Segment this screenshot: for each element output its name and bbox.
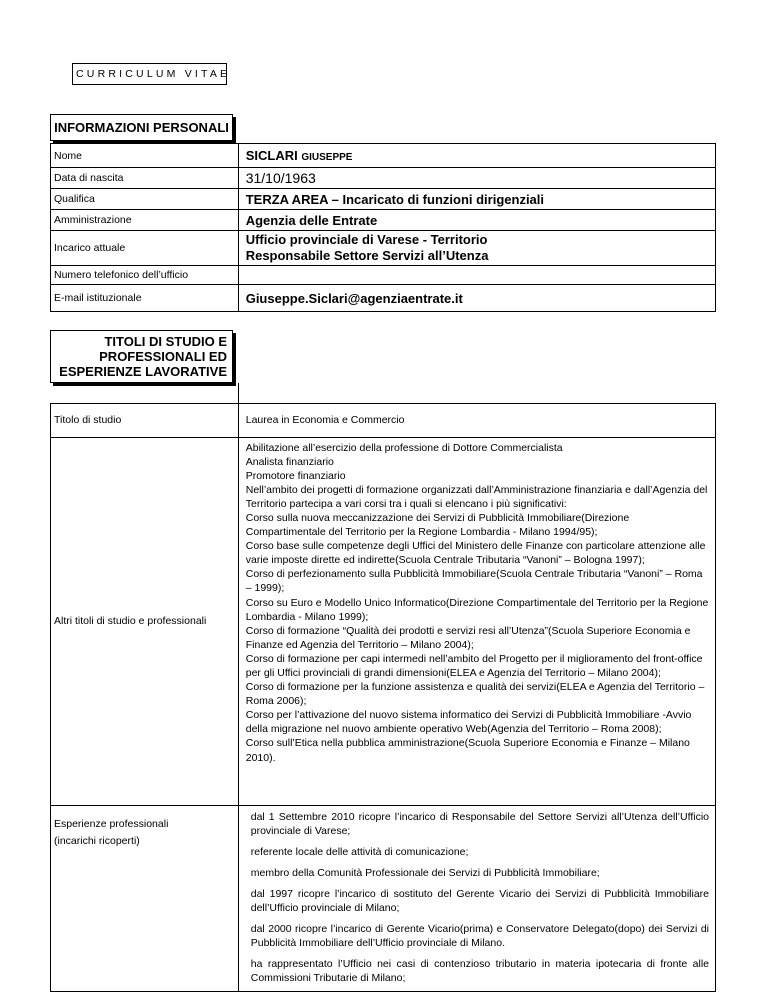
esperienza-item: dal 1997 ricopre l’incarico di sostituto del Gerente Vicario dei Servizi di Pubblicità Immobiliare dell’Ufficio provinciale di Milano; bbox=[250, 887, 709, 914]
altri-line: Corso base sulle competenze degli Uffici del Ministero delle Finanze con particolare attenzione alle varie imposte dirette ed indirette(Scuola Centrale Tributaria “Vanoni” – Bologna 1997); bbox=[245, 540, 706, 567]
studies-table bbox=[50, 383, 716, 992]
spacer-left bbox=[51, 383, 239, 403]
altri-line: Corso sull’Etica nella pubblica amministrazione(Scuola Superiore Economia e Finanze – Milano 2010). bbox=[245, 737, 690, 764]
value-qualifica: TERZA AREA – Incaricato di funzioni dirigenziali bbox=[238, 189, 715, 210]
row-altri-titoli bbox=[51, 437, 716, 805]
esperienza-item: membro della Comunità Professionale dei Servizi di Pubblicità Immobiliare; bbox=[250, 866, 600, 879]
row-qualifica bbox=[51, 189, 716, 210]
value-altri-titoli bbox=[238, 437, 715, 805]
altri-line: Corso di formazione per capi intermedi nell’ambito del Progetto per il miglioramento del front-office per gli Uffici provinciali di grandi dimensioni(ELEA e Agenzia del Territorio – Milano 2004); bbox=[245, 652, 703, 679]
altri-line: Analista finanziario bbox=[245, 455, 334, 468]
esperienze-label-line-1: Esperienze professionali bbox=[54, 817, 169, 830]
label-altri-titoli: Altri titoli di studio e professionali bbox=[51, 437, 239, 805]
studies-heading-line-1: TITOLI DI STUDIO E bbox=[104, 334, 227, 349]
given-name: GIUSEPPE bbox=[301, 152, 353, 163]
row-nome bbox=[51, 144, 716, 168]
row-telefono bbox=[51, 266, 716, 285]
altri-line: Promotore finanziario bbox=[245, 469, 346, 482]
studies-heading-line-2: PROFESSIONALI ED bbox=[99, 349, 227, 364]
altri-line: Corso di formazione per la funzione assistenza e qualità dei servizi(ELEA e Agenzia del Territorio – Roma 2006); bbox=[245, 681, 705, 708]
altri-line: Corso di formazione “Qualità dei prodotti e servizi resi all’Utenza”(Scuola Superiore Economia e Finanze ed Agenzia del Territorio – Milano 2004); bbox=[245, 624, 691, 651]
row-titolo bbox=[51, 403, 716, 437]
value-nascita: 31/10/1963 bbox=[238, 168, 715, 189]
studies-heading-line-3: ESPERIENZE LAVORATIVE bbox=[59, 364, 227, 379]
value-email: Giuseppe.Siclari@agenziaentrate.it bbox=[238, 285, 715, 312]
esperienza-item: ha rappresentato l’Ufficio nei casi di contenzioso tributario in materia ipotecaria di fronte alle Commissioni Tributarie di Milano; bbox=[250, 957, 709, 984]
label-titolo: Titolo di studio bbox=[51, 403, 239, 437]
surname: SICLARI bbox=[245, 148, 298, 163]
row-nascita bbox=[51, 168, 716, 189]
altri-line: Corso di perfezionamento sulla Pubblicità Immobiliare(Scuola Centrale Tributaria “Vanoni” – Roma – 1999); bbox=[245, 568, 703, 595]
label-incarico: Incarico attuale bbox=[51, 231, 239, 266]
value-nome bbox=[238, 144, 715, 168]
row-amministrazione bbox=[51, 210, 716, 231]
row-esperienze bbox=[51, 805, 716, 991]
row-email bbox=[51, 285, 716, 312]
label-amministrazione: Amministrazione bbox=[51, 210, 239, 231]
value-titolo: Laurea in Economia e Commercio bbox=[238, 403, 715, 437]
esperienza-item: referente locale delle attività di comunicazione; bbox=[250, 845, 469, 858]
cv-title: CURRICULUM VITAE bbox=[72, 63, 227, 85]
spacer-row bbox=[51, 383, 716, 403]
incarico-line-1: Ufficio provinciale di Varese - Territorio bbox=[245, 232, 488, 247]
label-esperienze bbox=[51, 805, 239, 991]
altri-line: Corso sulla nuova meccanizzazione dei Servizi di Pubblicità Immobiliare(Direzione Compartimentale del Territorio per la Regione Lombardia - Milano 1994/95); bbox=[245, 511, 630, 539]
altri-line: Corso su Euro e Modello Unico Informatico(Direzione Compartimentale del Territorio per la Regione Lombardia - Milano 1999); bbox=[245, 596, 709, 623]
esperienza-item: dal 1 Settembre 2010 ricopre l’incarico di Responsabile del Settore Servizi all’Utenza dell’Ufficio provinciale di Varese; bbox=[250, 810, 709, 837]
value-incarico bbox=[238, 231, 715, 266]
label-telefono: Numero telefonico dell’ufficio bbox=[51, 266, 239, 285]
value-esperienze bbox=[238, 805, 715, 991]
personal-info-table bbox=[50, 143, 716, 312]
section-heading-personal: INFORMAZIONI PERSONALI bbox=[50, 114, 233, 141]
altri-line: Abilitazione all’esercizio della professione di Dottore Commercialista bbox=[245, 441, 563, 454]
section-heading-studies bbox=[50, 330, 233, 383]
altri-line: Nell’ambito dei progetti di formazione organizzati dall’Amministrazione finanziaria e dall’Agenzia del Territorio partecipa a vari corsi tra i quali si elencano i più significativi: bbox=[245, 483, 708, 510]
value-telefono bbox=[238, 266, 715, 285]
label-qualifica: Qualifica bbox=[51, 189, 239, 210]
label-email: E-mail istituzionale bbox=[51, 285, 239, 312]
esperienze-label-line-2: (incarichi ricoperti) bbox=[54, 834, 140, 847]
spacer-right bbox=[238, 383, 715, 403]
altri-line: Corso per l’attivazione del nuovo sistema informatico dei Servizi di Pubblicità Immobiliare -Avvio della migrazione nel nuovo ambiente operativo Web(Agenzia del Territorio – Roma 2008); bbox=[245, 709, 692, 736]
incarico-line-2: Responsabile Settore Servizi all’Utenza bbox=[245, 248, 489, 263]
value-amministrazione: Agenzia delle Entrate bbox=[238, 210, 715, 231]
esperienza-item: dal 2000 ricopre l’incarico di Gerente Vicario(prima) e Conservatore Delegato(dopo) dei Servizi di Pubblicità Immobiliare dell’Ufficio provinciale di Milano. bbox=[250, 922, 709, 949]
label-nome: Nome bbox=[51, 144, 239, 168]
label-nascita: Data di nascita bbox=[51, 168, 239, 189]
row-incarico bbox=[51, 231, 716, 266]
